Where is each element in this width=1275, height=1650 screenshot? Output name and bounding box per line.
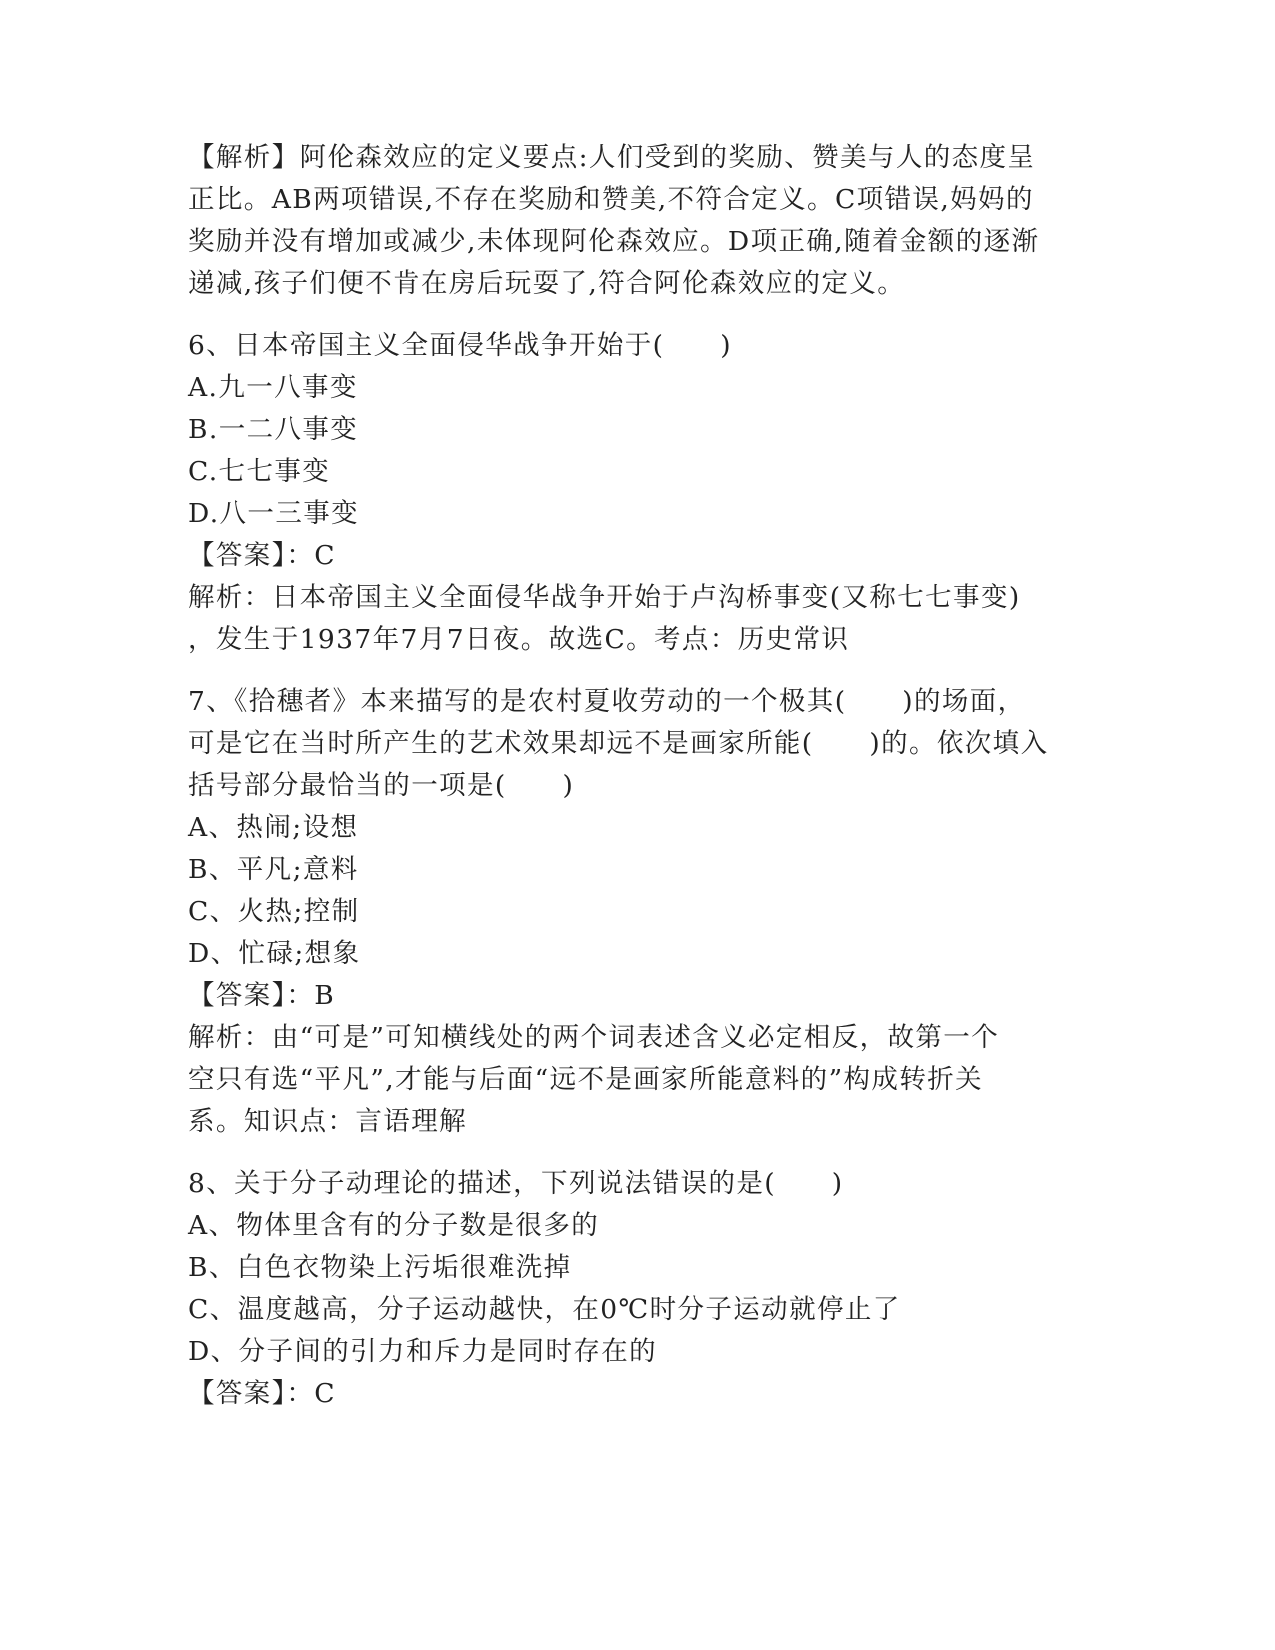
- question-6-stem: 6、日本帝国主义全面侵华战争开始于( ): [188, 330, 732, 361]
- question-8-stem: 8、关于分子动理论的描述，下列说法错误的是( ): [188, 1168, 844, 1199]
- question-7-analysis: 系。知识点：言语理解: [188, 1106, 467, 1137]
- question-7-analysis: 空只有选“平凡”,才能与后面“远不是画家所能意料的”构成转折关: [188, 1064, 984, 1095]
- question-8-answer: 【答案】：C: [188, 1378, 336, 1409]
- question-6-option-a: A.九一八事变: [188, 372, 358, 403]
- explanation-line: 递减,孩子们便不肯在房后玩耍了,符合阿伦森效应的定义。: [188, 268, 906, 299]
- question-8-option-a: A、物体里含有的分子数是很多的: [188, 1210, 600, 1241]
- question-7-stem: 括号部分最恰当的一项是( ): [188, 770, 575, 801]
- question-6-option-b: B.一二八事变: [188, 414, 359, 445]
- question-6-option-d: D.八一三事变: [188, 498, 360, 529]
- question-6-analysis: ，发生于1937年7月7日夜。故选C。考点：历史常识: [188, 624, 850, 655]
- question-7-option-c: C、火热;控制: [188, 896, 360, 927]
- question-7-stem: 7、《拾穗者》本来描写的是农村夏收劳动的一个极其( )的场面，: [188, 686, 1026, 717]
- question-7-stem: 可是它在当时所产生的艺术效果却远不是画家所能( )的。依次填入: [188, 728, 1049, 759]
- explanation-line: 【解析】阿伦森效应的定义要点:人们受到的奖励、赞美与人的态度呈: [188, 142, 1036, 173]
- question-7-option-d: D、忙碌;想象: [188, 938, 361, 969]
- question-7-option-b: B、平凡;意料: [188, 854, 359, 885]
- question-8-option-c: C、温度越高，分子运动越快，在0℃时分子运动就停止了: [188, 1294, 901, 1325]
- question-6-analysis: 解析：日本帝国主义全面侵华战争开始于卢沟桥事变(又称七七事变): [188, 582, 1021, 613]
- explanation-line: 正比。AB两项错误,不存在奖励和赞美,不符合定义。C项错误,妈妈的: [188, 184, 1034, 215]
- question-7-answer: 【答案】：B: [188, 980, 336, 1011]
- document-page: [188, 0, 1088, 1650]
- question-6-option-c: C.七七事变: [188, 456, 331, 487]
- explanation-line: 奖励并没有增加或减少,未体现阿伦森效应。D项正确,随着金额的逐渐: [188, 226, 1040, 257]
- question-7-option-a: A、热闹;设想: [188, 812, 359, 843]
- question-7-analysis: 解析：由“可是”可知横线处的两个词表述含义必定相反，故第一个: [188, 1022, 1000, 1053]
- question-8-option-d: D、分子间的引力和斥力是同时存在的: [188, 1336, 658, 1367]
- question-6-answer: 【答案】：C: [188, 540, 336, 571]
- question-8-option-b: B、白色衣物染上污垢很难洗掉: [188, 1252, 572, 1283]
